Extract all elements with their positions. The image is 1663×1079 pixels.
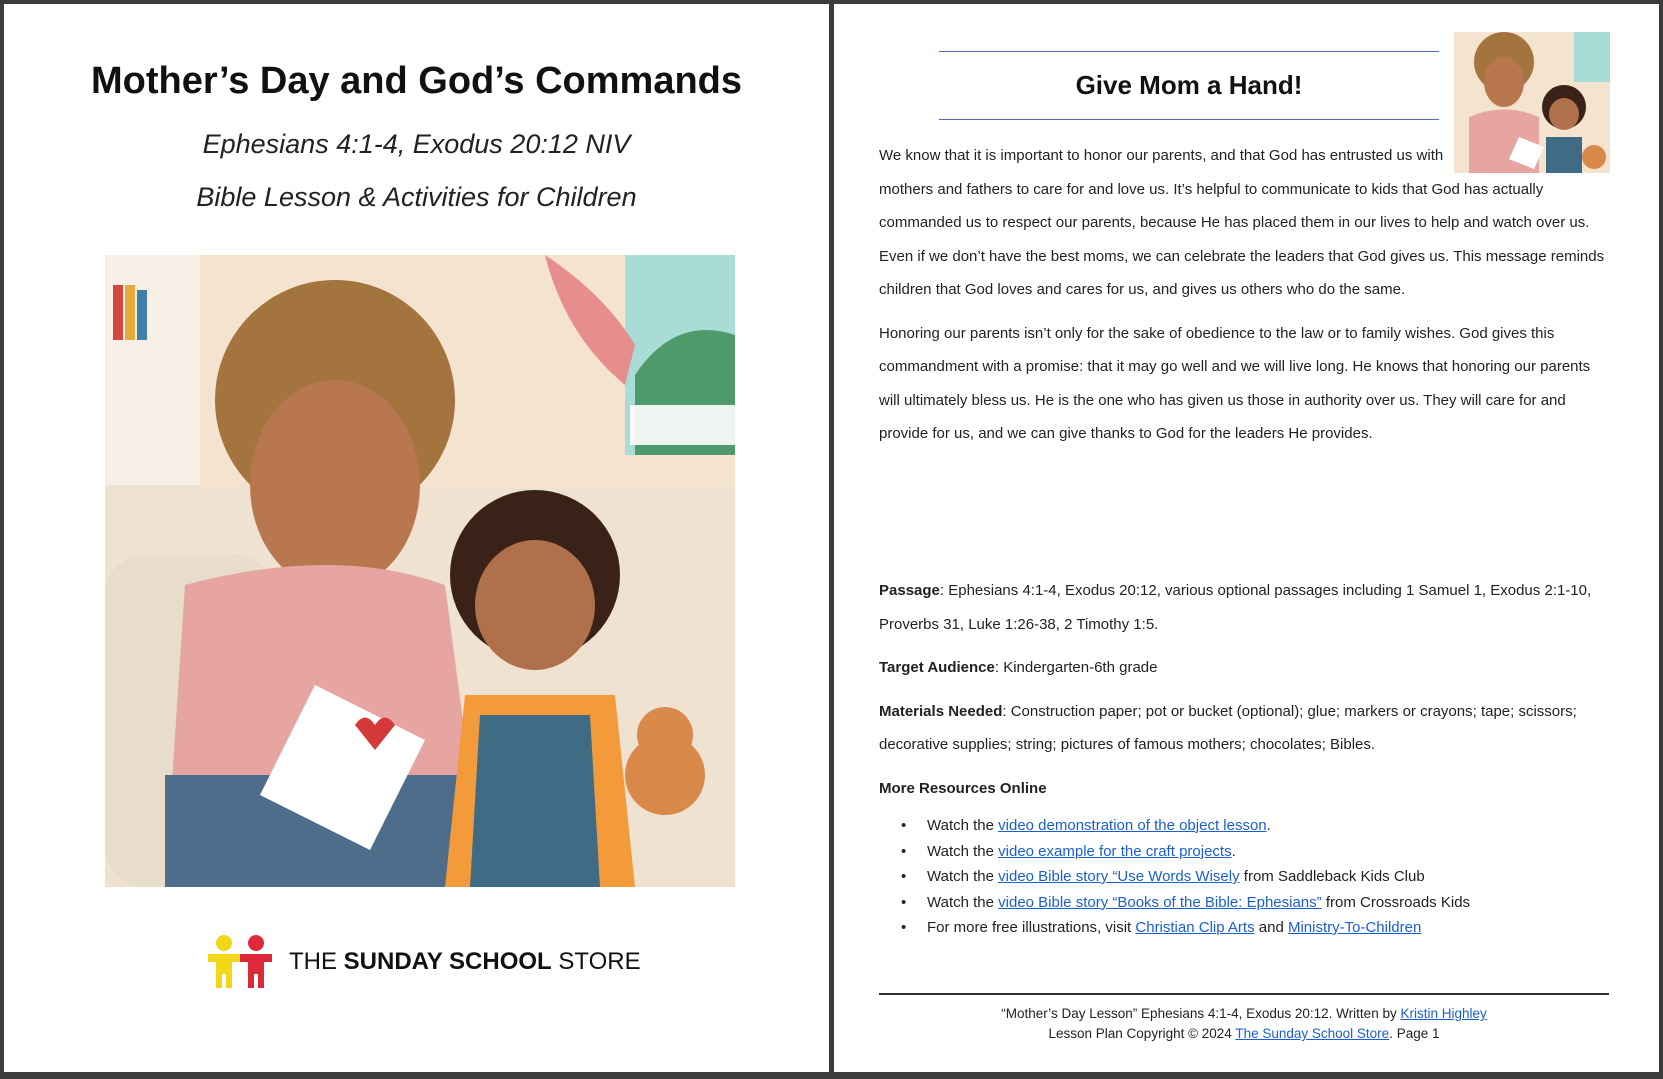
lesson-title: Mother’s Day and God’s Commands bbox=[90, 60, 743, 102]
materials-line bbox=[879, 695, 1609, 762]
passage-line bbox=[879, 574, 1609, 641]
mother-child-illustration bbox=[105, 255, 735, 887]
resource-text: For more free illustrations, visit bbox=[927, 919, 1136, 936]
ministry-to-children-link[interactable]: Ministry-To-Children bbox=[1287, 919, 1422, 936]
craft-video-link[interactable]: video example for the craft projects bbox=[998, 842, 1232, 860]
resources-heading: More Resources Online bbox=[879, 779, 1047, 797]
heading-rule-bottom bbox=[939, 119, 1439, 120]
audience-line bbox=[879, 651, 1609, 685]
footer-rule bbox=[879, 993, 1609, 995]
christian-clip-arts-link[interactable]: Christian Clip Arts bbox=[1135, 919, 1255, 936]
sunday-school-store-logo bbox=[204, 934, 641, 990]
passage-label: Passage bbox=[879, 582, 940, 599]
passage-value: : Ephesians 4:1-4, Exodus 20:12, various optional passages including 1 Samuel 1, Exodus 2:1-10, Proverbs 31, Luke 1:26-38, 2 Timothy 1:5. bbox=[879, 582, 1592, 633]
logo-text-brand: SUNDAY SCHOOL bbox=[343, 948, 552, 975]
resource-item bbox=[879, 839, 1609, 865]
store-link[interactable]: The Sunday School Store bbox=[1235, 1026, 1390, 1041]
logo-text-store: STORE bbox=[558, 948, 641, 975]
resource-text: Watch the bbox=[927, 893, 999, 911]
resources-list bbox=[879, 813, 1609, 941]
footer-citation: “Mother’s Day Lesson” Ephesians 4:1-4, Exodus 20:12. Written by bbox=[1001, 1006, 1401, 1021]
scripture-subtitle: Ephesians 4:1-4, Exodus 20:12 NIV bbox=[202, 129, 631, 159]
author-link[interactable]: Kristin Highley bbox=[1400, 1006, 1487, 1021]
cover-page bbox=[4, 4, 829, 1072]
use-words-wisely-link[interactable]: video Bible story “Use Words Wisely bbox=[998, 868, 1240, 885]
resource-text: and bbox=[1254, 919, 1288, 936]
page-footer bbox=[879, 1004, 1609, 1044]
materials-value: : Construction paper; pot or bucket (optional); glue; markers or crayons; tape; scissors; decorative supplies; string; pictures of famous mothers; chocolates; Bibles. bbox=[879, 702, 1577, 753]
resource-text: . bbox=[1231, 842, 1236, 860]
resource-text: Watch the bbox=[927, 868, 999, 885]
object-lesson-video-link[interactable]: video demonstration of the object lesson bbox=[998, 817, 1267, 834]
resource-item bbox=[879, 813, 1609, 839]
paper-people-icon bbox=[204, 934, 279, 990]
footer-copyright: Lesson Plan Copyright © 2024 bbox=[1048, 1026, 1236, 1041]
resource-item bbox=[879, 890, 1609, 916]
intro-paragraph-2: Honoring our parents isn’t only for the sake of obedience to the law or to family wishes. God gives this commandment with a promise: that it may go well and we will live long. He knows that honoring our parents will ultimately bless us. He is the one who has given us those in authority over us. They will care for and provide for us, and we can give thanks to God for the leaders He provides. bbox=[879, 324, 1591, 442]
resource-item bbox=[879, 864, 1609, 890]
materials-label: Materials Needed bbox=[879, 702, 1003, 720]
section-heading: Give Mom a Hand! bbox=[1075, 70, 1303, 100]
resource-text: from Crossroads Kids bbox=[1321, 893, 1471, 911]
ephesians-video-link[interactable]: video Bible story “Books of the Bible: Ephesians” bbox=[998, 893, 1322, 911]
resource-text: from Saddleback Kids Club bbox=[1239, 868, 1425, 885]
resource-text: Watch the bbox=[927, 842, 999, 860]
page-number: . Page 1 bbox=[1389, 1026, 1440, 1041]
lesson-subtitle: Bible Lesson & Activities for Children bbox=[196, 182, 637, 212]
resource-text: Watch the bbox=[927, 817, 999, 834]
resource-item bbox=[879, 915, 1609, 941]
lesson-page bbox=[834, 4, 1659, 1072]
resource-text: . bbox=[1266, 817, 1271, 834]
logo-text-the: THE bbox=[289, 948, 337, 975]
audience-label: Target Audience bbox=[879, 659, 995, 676]
lesson-body bbox=[879, 139, 1609, 461]
heading-rule-top bbox=[939, 51, 1439, 52]
audience-value: : Kindergarten-6th grade bbox=[994, 659, 1158, 676]
lesson-details bbox=[879, 574, 1609, 941]
intro-paragraph-1: We know that it is important to honor our parents, and that God has entrusted us with mothers and fathers to care for and love us. It’s helpful to communicate to kids that God has actually commanded us to respect our parents, because He has placed them in our lives to help and watch over us. Even if we don’t have the best moms, we can celebrate the leaders that God gives us. This message reminds children that God loves and cares for us, and gives us others who do the same. bbox=[879, 147, 1605, 298]
